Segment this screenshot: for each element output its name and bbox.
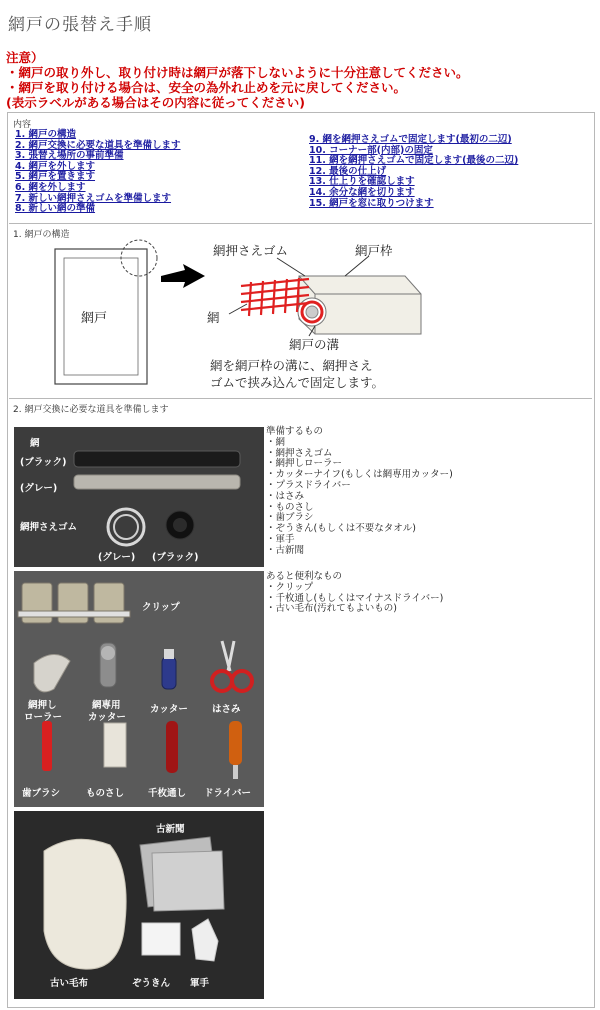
supplies-illustration [14, 811, 264, 999]
notice-line-3: (表示ラベルがある場合はその内容に従ってください) [6, 95, 305, 110]
section-tools-heading: 2. 網戸交換に必要な道具を準備します [13, 405, 169, 415]
photo-label-cutter-a-2: カッター [88, 712, 126, 723]
structure-caption-2: ゴムで挟み込んで固定します。 [210, 375, 385, 390]
useful-heading: あると便利なもの [266, 571, 343, 582]
photo-label-roller-2: ローラー [24, 712, 63, 723]
prepare-item: ・歯ブラシ [266, 512, 314, 524]
toc-link-15[interactable]: 15. 網戸を窓に取りつけます [309, 197, 434, 209]
notice-heading: 注意） [6, 50, 44, 65]
photo-label-rag: ぞうきん [132, 978, 171, 989]
toc-link-4[interactable]: 4. 網戸を外します [15, 160, 96, 172]
toc-link-7[interactable]: 7. 新しい網押さえゴムを準備します [15, 192, 172, 204]
useful-item: ・古い毛布(汚れてもよいもの) [266, 603, 397, 615]
prepare-item: ・網押しローラー [266, 458, 343, 470]
toc-heading: 内容 [13, 120, 32, 130]
notice-line-1: ・網戸の取り外し、取り付け時は網戸が落下しないように十分注意してください。 [6, 65, 469, 80]
toc-link-5[interactable]: 5. 網戸を置きます [15, 171, 96, 183]
section-tools [9, 399, 592, 1005]
photo-label-cutter-a-1: 網専用 [92, 700, 121, 711]
toc-link-13[interactable]: 13. 仕上りを確認します [309, 176, 415, 188]
prepare-list [266, 427, 453, 557]
prepare-item: ・網 [266, 436, 286, 448]
arrow-icon [161, 264, 205, 288]
toc-link-8[interactable]: 8. 新しい網の準備 [15, 203, 96, 215]
photo-label-roller-1: 網押し [28, 700, 57, 711]
photo-label-black-2: (ブラック) [152, 552, 199, 563]
prepare-item: ・ぞうきん(もしくは不要なタオル) [266, 523, 416, 535]
toc-link-9[interactable]: 9. 網を網押さえゴムで固定します(最初の二辺) [309, 134, 512, 145]
prepare-item: ・古新聞 [266, 544, 305, 556]
screen-label: 網戸 [81, 311, 108, 326]
photo-label-ruler: ものさし [86, 788, 125, 799]
toc-link-6[interactable]: 6. 網を外します [15, 181, 86, 193]
photo-label-clip: クリップ [142, 602, 180, 613]
tools-illustration [14, 571, 264, 807]
photo-label-cutter: カッター [150, 704, 188, 715]
structure-caption-1: 網を網戸枠の溝に、網押さえ [210, 358, 373, 373]
section-structure [9, 224, 592, 399]
photo-tools [14, 571, 264, 807]
prepare-item: ・網押さえゴム [266, 447, 333, 459]
toc-link-10[interactable]: 10. コーナー部(内部)の固定 [309, 144, 433, 156]
structure-diagram [9, 224, 592, 398]
table-of-contents [9, 114, 592, 224]
frame-label: 網戸枠 [355, 243, 393, 258]
net-label: 網 [207, 310, 220, 325]
photo-label-brush: 歯ブラシ [22, 788, 61, 799]
photo-label-newspaper: 古新聞 [156, 824, 185, 835]
rubber-label: 網押さえゴム [213, 243, 289, 258]
photo-net-rubber [14, 427, 264, 567]
toc-link-3[interactable]: 3. 張替え場所の事前準備 [15, 150, 124, 162]
content-frame [7, 112, 595, 1008]
photo-label-rubber: 網押さえゴム [20, 522, 78, 533]
useful-item: ・クリップ [266, 581, 314, 593]
net-rubber-illustration [14, 427, 264, 567]
toc-link-12[interactable]: 12. 最後の仕上げ [309, 165, 387, 177]
toc-link-11[interactable]: 11. 網を網押さえゴムで固定します(最後の二辺) [309, 155, 519, 167]
notice-line-2: ・網戸を取り付ける場合は、安全の為外れ止めを元に戻してください。 [6, 80, 407, 95]
notice-block [6, 50, 469, 110]
toc-link-1[interactable]: 1. 網戸の構造 [15, 129, 77, 140]
photo-label-black-1: (ブラック) [20, 457, 67, 468]
useful-item: ・千枚通し(もしくはマイナスドライバー) [266, 592, 444, 604]
groove-label: 網戸の溝 [289, 337, 340, 352]
prepare-item: ・軍手 [266, 533, 295, 545]
page-title: 網戸の張替え手順 [8, 15, 152, 35]
useful-list [266, 572, 443, 615]
prepare-item: ・プラスドライバー [266, 479, 351, 491]
photo-label-scissors: はさみ [212, 704, 241, 715]
photo-supplies [14, 811, 264, 999]
toc-right-column [309, 135, 518, 209]
photo-label-gloves: 軍手 [190, 978, 210, 989]
photo-label-net: 網 [30, 438, 40, 449]
photo-label-awl: 千枚通し [148, 788, 187, 799]
photo-label-gray-2: (グレー) [98, 552, 136, 563]
toc-left-column [15, 130, 181, 215]
photo-label-gray-1: (グレー) [20, 483, 58, 494]
prepare-item: ・はさみ [266, 490, 305, 502]
prepare-heading: 準備するもの [266, 426, 324, 437]
photo-label-driver: ドライバー [204, 788, 252, 799]
toc-link-14[interactable]: 14. 余分な網を切ります [309, 186, 415, 198]
section-structure-heading: 1. 網戸の構造 [13, 230, 70, 240]
prepare-item: ・ものさし [266, 501, 314, 513]
rubber-cord [306, 306, 318, 318]
photo-label-blanket: 古い毛布 [50, 978, 89, 989]
toc-link-2[interactable]: 2. 網戸交換に必要な道具を準備します [15, 139, 181, 151]
prepare-item: ・カッターナイフ(もしくは網専用カッター) [266, 469, 453, 481]
